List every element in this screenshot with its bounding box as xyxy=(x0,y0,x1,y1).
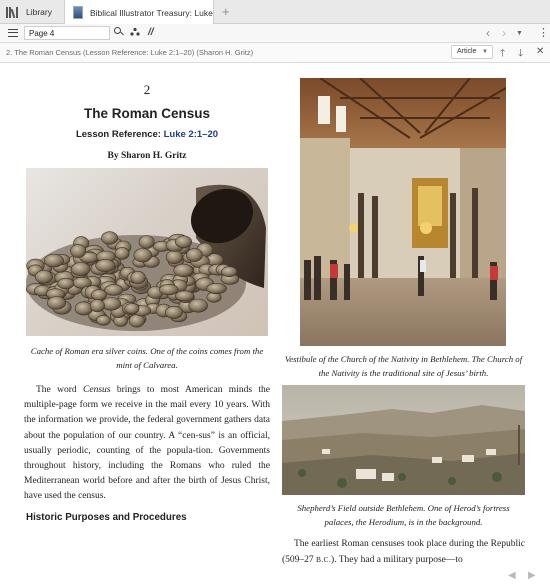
tab-active-book[interactable] xyxy=(64,0,214,25)
paragraph-2-rest: ). They had a military purpose—to xyxy=(331,555,463,566)
toolbar xyxy=(0,24,550,43)
lesson-reference-link[interactable]: Luke 2:1–20 xyxy=(163,129,219,140)
tab-bar xyxy=(0,0,550,24)
lesson-reference-prefix: Lesson Reference: xyxy=(75,129,161,140)
visual-filter-icon[interactable] xyxy=(130,27,140,41)
paragraph-1-term: Census xyxy=(83,385,111,395)
paragraph-1-rest: brings to most American minds the multiple-page form we receive in the mail every 10 years. With the information we provide, the federal government gathers data about the population of our country. A “cen-sus” is an official, usually periodic, counting of the popula-tion. Governments throughout history, including the Romans who ruled the Mediterranean world before and after the birth of Jesus Christ, have used the census. xyxy=(24,385,270,502)
article-paragraph-2 xyxy=(282,537,525,568)
tab-active-label: Biblical Illustrator Treasury: Luke xyxy=(90,7,213,18)
add-tab-button[interactable]: + xyxy=(222,4,230,19)
page-number: 2 xyxy=(143,82,151,97)
article-paragraph-1 xyxy=(24,383,270,505)
article-title: The Roman Census xyxy=(83,106,211,121)
article-location[interactable]: 2. The Roman Census (Lesson Reference: Luke 2:1–20) (Sharon H. Gritz) xyxy=(6,48,254,57)
up-arrow-icon[interactable]: 🡑 xyxy=(500,48,506,59)
library-icon xyxy=(6,7,20,18)
paragraph-2-lead: The earliest Roman censuses took place during the Republic (509–27 xyxy=(282,539,525,566)
search-icon[interactable] xyxy=(114,27,124,37)
close-icon[interactable]: ✕ xyxy=(536,46,545,57)
location-bar xyxy=(0,43,550,63)
chevron-down-icon: ▼ xyxy=(482,49,488,55)
back-icon[interactable]: ‹ xyxy=(486,26,490,40)
next-page-icon[interactable]: ▶ xyxy=(528,570,536,581)
inline-search-button[interactable]: // xyxy=(148,27,154,38)
more-icon[interactable]: ⋮ xyxy=(538,27,549,39)
church-caption: Vestibule of the Church of the Nativity in Bethlehem. The Church of the Nativity is the traditional site of Jesus’ birth. xyxy=(284,354,523,378)
dropdown-icon[interactable]: ▼ xyxy=(516,30,523,37)
reading-pane xyxy=(0,64,550,586)
menu-icon[interactable] xyxy=(8,29,18,37)
tab-library[interactable] xyxy=(0,0,62,24)
coins-image xyxy=(26,168,268,336)
coins-caption: Cache of Roman era silver coins. One of the coins comes from the mint of Calvarea. xyxy=(30,346,264,370)
paragraph-2-era: B.C. xyxy=(316,555,332,565)
article-view-dropdown[interactable] xyxy=(451,45,493,59)
forward-icon[interactable]: › xyxy=(502,26,506,40)
down-arrow-icon[interactable]: 🡓 xyxy=(518,48,524,59)
reference-input[interactable] xyxy=(24,26,110,40)
byline: By Sharon H. Gritz xyxy=(107,151,187,161)
previous-page-icon[interactable]: ◀ xyxy=(508,570,516,581)
tab-library-label: Library xyxy=(26,7,52,17)
field-caption: Shepherd’s Field outside Bethlehem. One of Herod’s fortress palaces, the Herodium, is in the background. xyxy=(297,503,510,527)
field-image xyxy=(282,385,525,495)
article-view-label: Article xyxy=(457,48,477,55)
paragraph-1-lead: The word xyxy=(36,385,77,395)
lesson-reference xyxy=(24,129,270,140)
book-cover-icon xyxy=(73,6,83,19)
church-image xyxy=(300,78,506,346)
section-heading: Historic Purposes and Procedures xyxy=(26,512,187,523)
